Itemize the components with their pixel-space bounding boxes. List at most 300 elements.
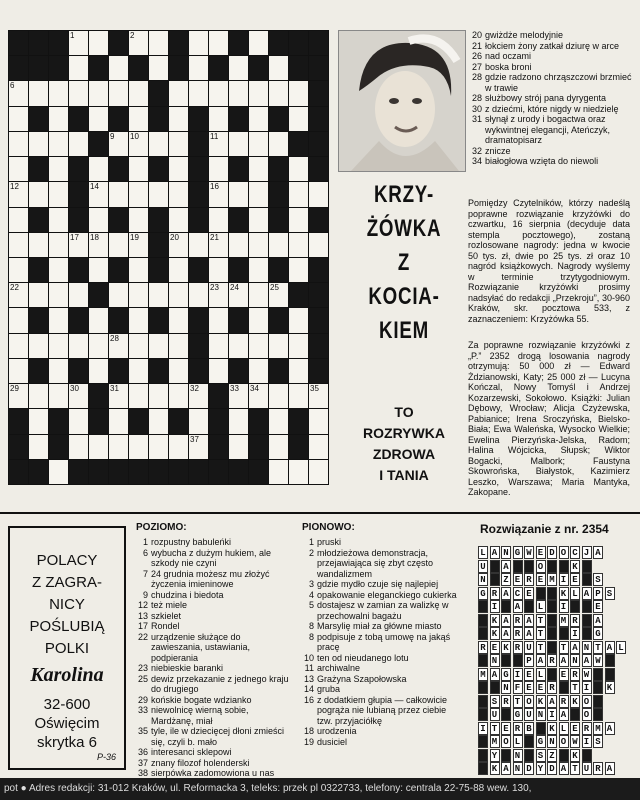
- grid-block: [168, 459, 189, 485]
- solution-cell: R: [547, 654, 557, 667]
- solution-block: [547, 668, 557, 681]
- grid-block: [308, 282, 329, 308]
- solution-cell: I: [490, 600, 500, 613]
- grid-cell[interactable]: [168, 80, 189, 106]
- grid-cell[interactable]: [28, 434, 49, 460]
- grid-cell[interactable]: [268, 232, 289, 258]
- grid-cell[interactable]: [188, 383, 209, 409]
- grid-cell[interactable]: [228, 434, 249, 460]
- clue-text: boska broni: [485, 61, 532, 72]
- grid-cell[interactable]: [88, 80, 109, 106]
- grid-cell[interactable]: [88, 434, 109, 460]
- solution-cell: M: [490, 735, 500, 748]
- grid-cell[interactable]: [268, 80, 289, 106]
- grid-cell[interactable]: [88, 30, 109, 56]
- grid-cell[interactable]: [168, 307, 189, 333]
- grid-cell[interactable]: [248, 232, 269, 258]
- grid-cell[interactable]: [148, 30, 169, 56]
- grid-cell[interactable]: [188, 434, 209, 460]
- grid-cell[interactable]: [268, 333, 289, 359]
- clue-number: 14: [303, 684, 314, 694]
- grid-cell[interactable]: [228, 131, 249, 157]
- grid-block: [308, 257, 329, 283]
- grid-cell[interactable]: [128, 181, 149, 207]
- grid-cell[interactable]: [288, 207, 309, 233]
- grid-cell[interactable]: [208, 307, 229, 333]
- grid-cell[interactable]: [68, 232, 89, 258]
- grid-cell[interactable]: [248, 30, 269, 56]
- grid-cell[interactable]: [28, 80, 49, 106]
- solution-cell: R: [593, 762, 603, 775]
- grid-cell[interactable]: [88, 106, 109, 132]
- clue-number: 23: [137, 663, 148, 673]
- grid-cell[interactable]: [188, 80, 209, 106]
- grid-cell[interactable]: [68, 383, 89, 409]
- solution-block: [547, 627, 557, 640]
- grid-cell[interactable]: [128, 358, 149, 384]
- grid-cell[interactable]: [88, 333, 109, 359]
- grid-cell[interactable]: [168, 181, 189, 207]
- solution-cell: W: [570, 735, 580, 748]
- grid-cell[interactable]: [88, 232, 109, 258]
- grid-block: [28, 257, 49, 283]
- grid-cell[interactable]: [168, 131, 189, 157]
- grid-cell[interactable]: [308, 383, 329, 409]
- grid-cell[interactable]: [248, 131, 269, 157]
- grid-cell[interactable]: [48, 156, 69, 182]
- grid-cell[interactable]: [48, 131, 69, 157]
- grid-cell[interactable]: [48, 282, 69, 308]
- clue-item: [298, 632, 458, 653]
- grid-cell[interactable]: [248, 307, 269, 333]
- grid-cell[interactable]: [188, 408, 209, 434]
- grid-cell[interactable]: [248, 333, 269, 359]
- grid-cell[interactable]: [288, 232, 309, 258]
- solution-cell: T: [490, 722, 500, 735]
- grid-cell[interactable]: [108, 80, 129, 106]
- clue-number: 25: [137, 673, 148, 684]
- solution-cell: N: [501, 546, 511, 559]
- grid-block: [88, 55, 109, 81]
- grid-cell[interactable]: [228, 80, 249, 106]
- grid-cell[interactable]: [128, 207, 149, 233]
- grid-cell[interactable]: [288, 333, 309, 359]
- right-clue-list: [466, 30, 632, 167]
- grid-cell[interactable]: [148, 131, 169, 157]
- grid-cell[interactable]: [208, 333, 229, 359]
- solution-cell: K: [570, 749, 580, 762]
- grid-cell[interactable]: [28, 408, 49, 434]
- solution-cell: L: [559, 722, 569, 735]
- clue-text: wybucha z dużym hukiem, ale szkody nie czyni: [151, 547, 272, 568]
- grid-cell[interactable]: [268, 434, 289, 460]
- grid-cell[interactable]: [8, 383, 29, 409]
- grid-cell[interactable]: [168, 156, 189, 182]
- grid-cell[interactable]: [148, 282, 169, 308]
- grid-cell[interactable]: [208, 30, 229, 56]
- grid-block: [288, 30, 309, 56]
- grid-cell[interactable]: [68, 80, 89, 106]
- grid-cell[interactable]: [228, 55, 249, 81]
- grid-cell[interactable]: [28, 333, 49, 359]
- clue-item: [298, 621, 458, 632]
- grid-cell[interactable]: [148, 434, 169, 460]
- crossword-subtitle: [348, 402, 460, 486]
- solution-cell: M: [478, 668, 488, 681]
- grid-cell[interactable]: [68, 131, 89, 157]
- grid-cell[interactable]: [8, 106, 29, 132]
- grid-cell[interactable]: [228, 408, 249, 434]
- grid-cell[interactable]: [188, 232, 209, 258]
- grid-cell[interactable]: [268, 55, 289, 81]
- solution-cell: S: [593, 573, 603, 586]
- footer-bar: [0, 778, 640, 800]
- grid-cell[interactable]: [248, 106, 269, 132]
- grid-cell[interactable]: [288, 257, 309, 283]
- grid-cell[interactable]: [288, 383, 309, 409]
- solution-cell: A: [593, 546, 603, 559]
- clue-number: 13: [137, 610, 148, 621]
- clue-number: 35: [137, 726, 148, 736]
- grid-cell[interactable]: [168, 257, 189, 283]
- grid-cell[interactable]: [168, 358, 189, 384]
- clue-item: [132, 600, 292, 611]
- grid-cell[interactable]: [88, 207, 109, 233]
- grid-block: [188, 106, 209, 132]
- clue-item: [298, 663, 458, 674]
- grid-block: [8, 408, 29, 434]
- grid-cell[interactable]: [8, 307, 29, 333]
- grid-cell[interactable]: [128, 434, 149, 460]
- grid-cell[interactable]: [128, 30, 149, 56]
- grid-cell[interactable]: [48, 307, 69, 333]
- grid-cell[interactable]: [108, 181, 129, 207]
- grid-cell[interactable]: [8, 181, 29, 207]
- clue-item: [132, 663, 292, 674]
- grid-block: [168, 55, 189, 81]
- grid-cell[interactable]: [48, 232, 69, 258]
- grid-cell[interactable]: [228, 181, 249, 207]
- solution-cell: G: [478, 587, 488, 600]
- grid-cell[interactable]: [68, 434, 89, 460]
- solution-cell: I: [559, 573, 569, 586]
- down-header: PIONOWO:: [302, 522, 355, 533]
- grid-cell[interactable]: [168, 106, 189, 132]
- grid-cell[interactable]: [168, 207, 189, 233]
- grid-cell[interactable]: [108, 232, 129, 258]
- grid-cell[interactable]: [248, 207, 269, 233]
- grid-block: [28, 358, 49, 384]
- clue-number: 18: [303, 726, 314, 736]
- grid-cell[interactable]: [268, 459, 289, 485]
- grid-cell[interactable]: [248, 358, 269, 384]
- clue-text: łokciem żony zatkał dziurę w arce: [485, 40, 620, 51]
- grid-cell[interactable]: [108, 383, 129, 409]
- solution-cell: L: [513, 735, 523, 748]
- grid-cell[interactable]: [308, 232, 329, 258]
- clue-text: tyle, ile w dziecięcej dłoni zmieści się, czyli b. mało: [151, 726, 285, 747]
- grid-cell[interactable]: [208, 257, 229, 283]
- grid-cell[interactable]: [288, 358, 309, 384]
- solution-cell: M: [559, 614, 569, 627]
- clue-text: interesanci sklepowi: [151, 747, 232, 757]
- grid-cell[interactable]: [28, 131, 49, 157]
- grid-cell[interactable]: [148, 333, 169, 359]
- grid-cell[interactable]: [248, 181, 269, 207]
- solution-cell: Z: [501, 573, 511, 586]
- grid-cell[interactable]: [88, 257, 109, 283]
- grid-cell[interactable]: [208, 156, 229, 182]
- grid-cell[interactable]: [208, 282, 229, 308]
- grid-cell[interactable]: [308, 181, 329, 207]
- clue-number: 36: [137, 747, 148, 757]
- grid-cell[interactable]: [8, 207, 29, 233]
- grid-cell[interactable]: [308, 408, 329, 434]
- grid-block: [268, 207, 289, 233]
- solution-cell: A: [559, 654, 569, 667]
- grid-cell[interactable]: [8, 131, 29, 157]
- grid-cell[interactable]: [308, 459, 329, 485]
- grid-block: [48, 408, 69, 434]
- solution-cell: O: [559, 546, 569, 559]
- grid-cell[interactable]: [8, 282, 29, 308]
- grid-cell[interactable]: [8, 156, 29, 182]
- grid-cell[interactable]: [8, 232, 29, 258]
- grid-cell[interactable]: [48, 181, 69, 207]
- clue-number: 6: [142, 547, 148, 558]
- solution-cell: R: [513, 627, 523, 640]
- solution-block: [582, 560, 592, 573]
- clue-number: 28: [471, 93, 482, 103]
- solution-block: [478, 654, 488, 667]
- solution-cell: A: [501, 614, 511, 627]
- solution-block: [490, 560, 500, 573]
- solution-cell: A: [582, 654, 592, 667]
- grid-cell[interactable]: [148, 383, 169, 409]
- grid-cell[interactable]: [8, 257, 29, 283]
- grid-block: [228, 30, 249, 56]
- grid-cell[interactable]: [248, 282, 269, 308]
- grid-cell[interactable]: [168, 383, 189, 409]
- grid-cell[interactable]: [188, 30, 209, 56]
- solution-block: [547, 600, 557, 613]
- grid-cell[interactable]: [68, 55, 89, 81]
- clue-item: [298, 684, 458, 695]
- grid-cell[interactable]: [168, 333, 189, 359]
- grid-block: [308, 30, 329, 56]
- grid-cell[interactable]: [128, 307, 149, 333]
- solution-cell: C: [513, 587, 523, 600]
- grid-cell[interactable]: [28, 181, 49, 207]
- grid-cell[interactable]: [48, 257, 69, 283]
- clue-text: gwiżdże melodyjnie: [485, 30, 564, 40]
- grid-cell[interactable]: [288, 156, 309, 182]
- grid-block: [28, 156, 49, 182]
- solution-block: [501, 749, 511, 762]
- grid-cell[interactable]: [208, 181, 229, 207]
- grid-cell[interactable]: [48, 106, 69, 132]
- solution-cell: K: [570, 560, 580, 573]
- grid-cell[interactable]: [128, 282, 149, 308]
- solution-cell: N: [536, 708, 546, 721]
- clue-number: 11: [304, 663, 314, 673]
- grid-cell[interactable]: [28, 232, 49, 258]
- grid-cell[interactable]: [8, 358, 29, 384]
- grid-cell[interactable]: [288, 181, 309, 207]
- grid-cell[interactable]: [228, 232, 249, 258]
- grid-cell[interactable]: [48, 459, 69, 485]
- grid-cell[interactable]: [128, 131, 149, 157]
- clue-item: [466, 114, 632, 146]
- grid-cell[interactable]: [248, 257, 269, 283]
- advert-line: Z ZAGRA-: [32, 574, 102, 591]
- grid-cell[interactable]: [248, 156, 269, 182]
- grid-cell[interactable]: [208, 207, 229, 233]
- solution-cell: D: [547, 546, 557, 559]
- cell-number: 23: [210, 283, 219, 293]
- advert-address-line: skrytka 6: [36, 734, 97, 751]
- grid-cell[interactable]: [148, 55, 169, 81]
- grid-cell[interactable]: [208, 131, 229, 157]
- grid-cell[interactable]: [268, 383, 289, 409]
- clue-item: [132, 695, 292, 706]
- grid-cell[interactable]: [108, 408, 129, 434]
- clue-item: [298, 737, 458, 748]
- grid-cell[interactable]: [68, 282, 89, 308]
- grid-cell[interactable]: [28, 282, 49, 308]
- grid-cell[interactable]: [148, 408, 169, 434]
- grid-cell[interactable]: [8, 333, 29, 359]
- grid-cell[interactable]: [108, 131, 129, 157]
- grid-cell[interactable]: [108, 282, 129, 308]
- grid-cell[interactable]: [108, 55, 129, 81]
- clue-item: [466, 156, 632, 167]
- clue-item: [466, 72, 632, 93]
- cell-number: 6: [10, 81, 15, 91]
- solution-cell: N: [490, 654, 500, 667]
- grid-cell[interactable]: [308, 434, 329, 460]
- clue-number: 5: [308, 600, 314, 610]
- clue-text: z dziećmi, które nigdy w niedzielę: [485, 103, 619, 114]
- solution-grid: [478, 546, 628, 776]
- down-clues: [298, 522, 458, 747]
- grid-cell[interactable]: [68, 333, 89, 359]
- grid-cell[interactable]: [168, 232, 189, 258]
- solution-cell: K: [570, 695, 580, 708]
- grid-cell[interactable]: [48, 383, 69, 409]
- grid-cell[interactable]: [48, 333, 69, 359]
- grid-cell[interactable]: [288, 106, 309, 132]
- cell-number: 10: [130, 131, 139, 141]
- grid-block: [208, 408, 229, 434]
- grid-block: [168, 408, 189, 434]
- grid-cell[interactable]: [228, 333, 249, 359]
- solution-cell: E: [536, 546, 546, 559]
- grid-block: [128, 408, 149, 434]
- grid-cell[interactable]: [228, 383, 249, 409]
- solution-cell: W: [582, 668, 592, 681]
- grid-cell[interactable]: [48, 358, 69, 384]
- title-line: KRZY-: [373, 181, 435, 208]
- solution-cell: I: [582, 681, 592, 694]
- grid-cell[interactable]: [148, 181, 169, 207]
- grid-cell[interactable]: [128, 232, 149, 258]
- clue-number: 12: [137, 600, 148, 610]
- grid-cell[interactable]: [248, 80, 269, 106]
- grid-cell[interactable]: [208, 80, 229, 106]
- grid-cell[interactable]: [248, 383, 269, 409]
- grid-cell[interactable]: [8, 80, 29, 106]
- grid-cell[interactable]: [68, 30, 89, 56]
- clue-text: niewolnicę wierną sobie, Mardżanę, miał: [151, 705, 249, 726]
- grid-cell[interactable]: [228, 282, 249, 308]
- grid-cell[interactable]: [268, 131, 289, 157]
- clue-number: 34: [471, 156, 482, 166]
- grid-cell[interactable]: [68, 408, 89, 434]
- clue-number: 22: [137, 631, 148, 642]
- clue-item: [298, 695, 458, 727]
- grid-cell[interactable]: [208, 106, 229, 132]
- grid-cell[interactable]: [288, 80, 309, 106]
- solution-cell: R: [570, 668, 580, 681]
- clue-text: opakowanie eleganckiego cukierka: [317, 589, 457, 600]
- grid-cell[interactable]: [128, 257, 149, 283]
- grid-block: [108, 156, 129, 182]
- clue-item: [466, 51, 632, 62]
- grid-cell[interactable]: [108, 434, 129, 460]
- clue-number: 27: [471, 61, 482, 72]
- grid-cell[interactable]: [128, 333, 149, 359]
- solution-block: [559, 560, 569, 573]
- grid-cell[interactable]: [208, 358, 229, 384]
- clue-text: słynął z urody i bogactwa oraz wykwintnej elegancji, Ateńczyk, dramatopisarz: [485, 114, 611, 145]
- title-line: KIEM: [379, 317, 429, 344]
- grid-block: [68, 358, 89, 384]
- grid-block: [28, 307, 49, 333]
- grid-block: [108, 30, 129, 56]
- grid-cell[interactable]: [88, 307, 109, 333]
- solution-block: [570, 708, 580, 721]
- grid-cell[interactable]: [88, 156, 109, 182]
- grid-cell[interactable]: [108, 333, 129, 359]
- grid-cell[interactable]: [128, 383, 149, 409]
- grid-cell[interactable]: [28, 383, 49, 409]
- grid-cell[interactable]: [48, 80, 69, 106]
- grid-cell[interactable]: [268, 408, 289, 434]
- solution-block: [478, 762, 488, 775]
- grid-block: [168, 30, 189, 56]
- grid-cell[interactable]: [128, 156, 149, 182]
- grid-cell[interactable]: [188, 282, 209, 308]
- grid-cell[interactable]: [268, 282, 289, 308]
- grid-block: [148, 156, 169, 182]
- across-list: [132, 537, 292, 779]
- grid-cell[interactable]: [88, 358, 109, 384]
- grid-cell[interactable]: [168, 434, 189, 460]
- grid-cell[interactable]: [288, 459, 309, 485]
- grid-cell[interactable]: [48, 207, 69, 233]
- grid-cell[interactable]: [208, 232, 229, 258]
- grid-cell[interactable]: [88, 181, 109, 207]
- grid-cell[interactable]: [168, 282, 189, 308]
- grid-cell[interactable]: [188, 55, 209, 81]
- grid-cell[interactable]: [288, 307, 309, 333]
- solution-cell: R: [478, 641, 488, 654]
- solution-cell: E: [501, 722, 511, 735]
- clue-number: 16: [303, 694, 314, 705]
- grid-cell[interactable]: [128, 106, 149, 132]
- grid-cell[interactable]: [128, 80, 149, 106]
